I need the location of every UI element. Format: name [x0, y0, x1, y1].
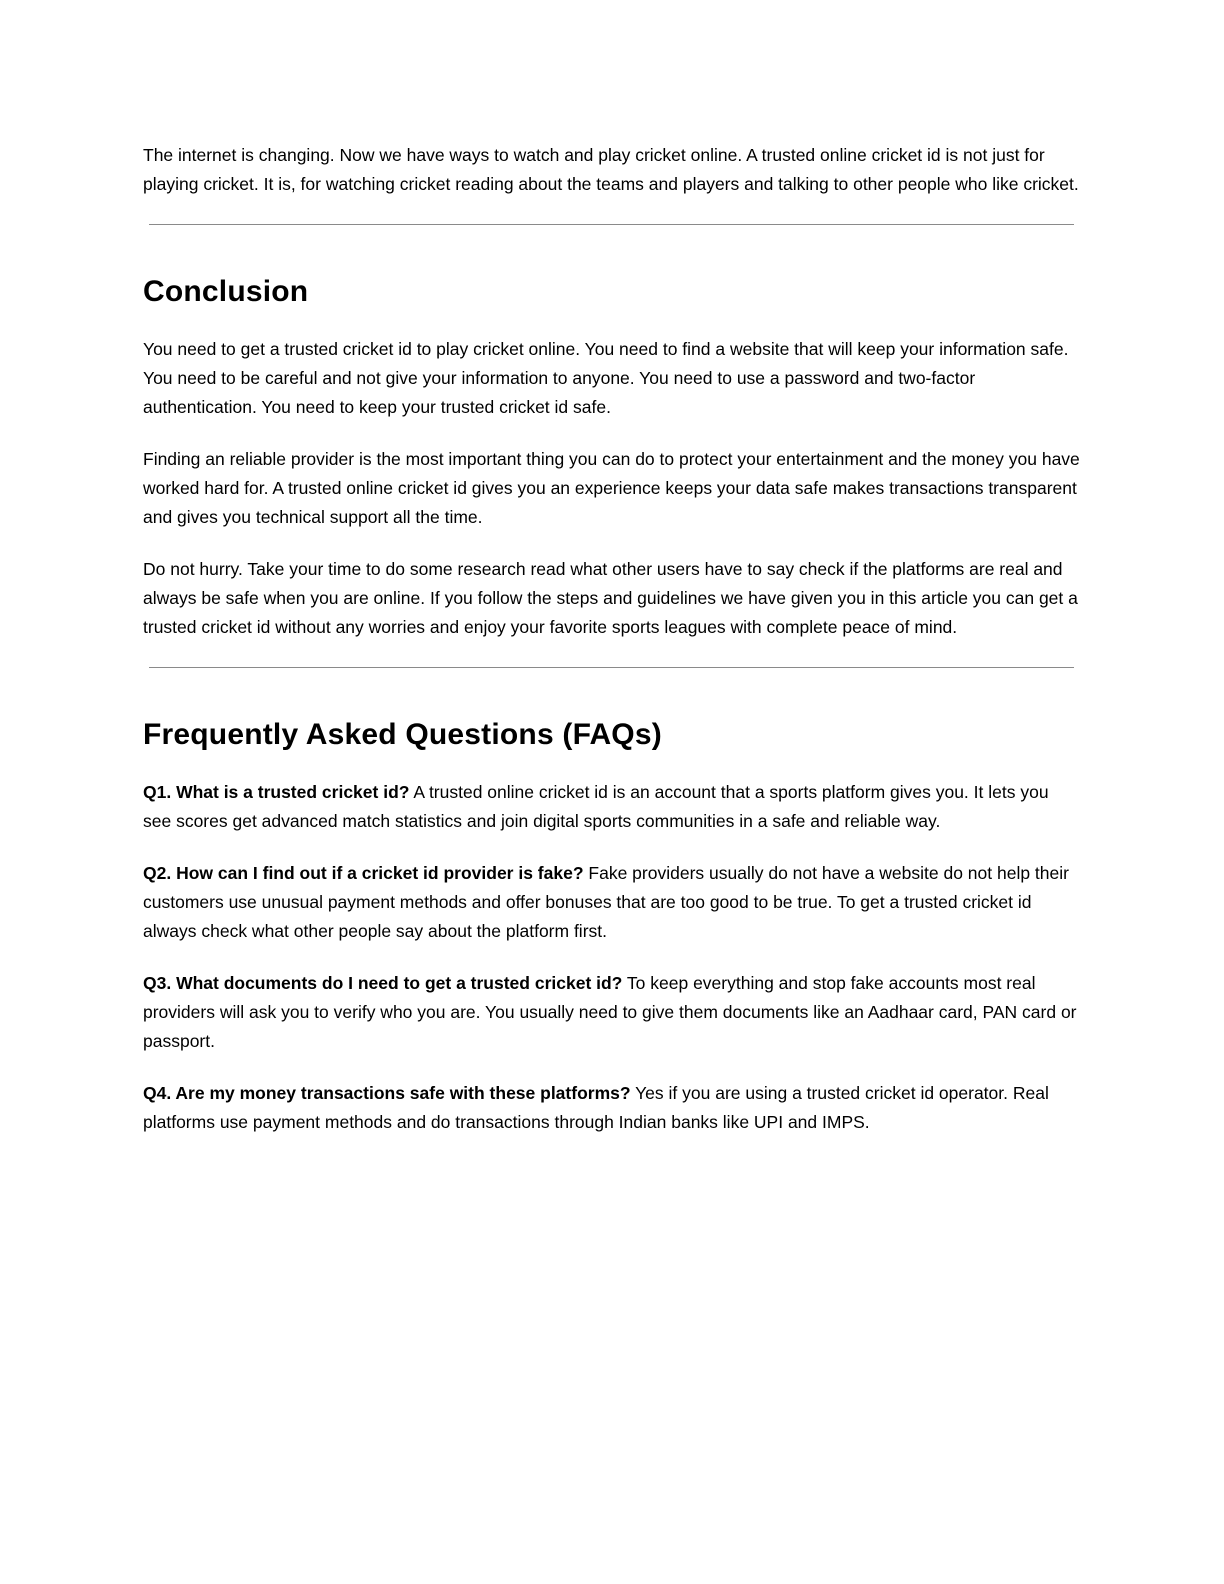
- conclusion-paragraph-3: Do not hurry. Take your time to do some research read what other users have to say check if the platforms are real and always be safe when you are online. If you follow the steps and guidelines we have given you in this article you can get a trusted cricket id without any worries and enjoy your favorite sports leagues with complete peace of mind.: [143, 559, 1078, 637]
- conclusion-paragraph-1: You need to get a trusted cricket id to play cricket online. You need to find a website that will keep your information safe. You need to be careful and not give your information to anyone. You need to use a password and two-factor authentication. You need to keep your trusted cricket id safe.: [143, 339, 1069, 417]
- faq-question-4: Q4. Are my money transactions safe with these platforms?: [143, 1083, 631, 1103]
- divider: [149, 667, 1074, 668]
- faq-item-2: [143, 859, 1081, 946]
- conclusion-paragraph-2: Finding an reliable provider is the most important thing you can do to protect your entertainment and the money you have worked hard for. A trusted online cricket id gives you an experience keeps your data safe makes transactions transparent and gives you technical support all the time.: [143, 449, 1080, 527]
- intro-paragraph: The internet is changing. Now we have ways to watch and play cricket online. A trusted online cricket id is not just for playing cricket. It is, for watching cricket reading about the teams and players and talking to other people who like cricket.: [143, 145, 1079, 194]
- faq-answer-3: To keep everything and stop fake accounts most real providers will ask you to verify who you are. You usually need to give them documents like an Aadhaar card, PAN card or passport.: [143, 973, 1077, 1051]
- faq-question-2: Q2. How can I find out if a cricket id provider is fake?: [143, 863, 584, 883]
- faq-heading: Frequently Asked Questions (FAQs): [143, 718, 662, 751]
- divider: [149, 224, 1074, 225]
- faq-answer-2: Fake providers usually do not have a website do not help their customers use unusual payment methods and offer bonuses that are too good to be true. To get a trusted cricket id always check what other people say about the platform first.: [143, 863, 1069, 941]
- faq-question-1: Q1. What is a trusted cricket id?: [143, 782, 410, 802]
- faq-answer-1: A trusted online cricket id is an account that a sports platform gives you. It lets you see scores get advanced match statistics and join digital sports communities in a safe and reliable way.: [143, 782, 1049, 831]
- faq-item-4: [143, 1079, 1081, 1137]
- faq-item-3: [143, 969, 1081, 1056]
- faq-question-3: Q3. What documents do I need to get a trusted cricket id?: [143, 973, 623, 993]
- faq-answer-4: Yes if you are using a trusted cricket id operator. Real platforms use payment methods and do transactions through Indian banks like UPI and IMPS.: [143, 1083, 1049, 1132]
- conclusion-heading: Conclusion: [143, 275, 309, 308]
- faq-item-1: [143, 778, 1081, 836]
